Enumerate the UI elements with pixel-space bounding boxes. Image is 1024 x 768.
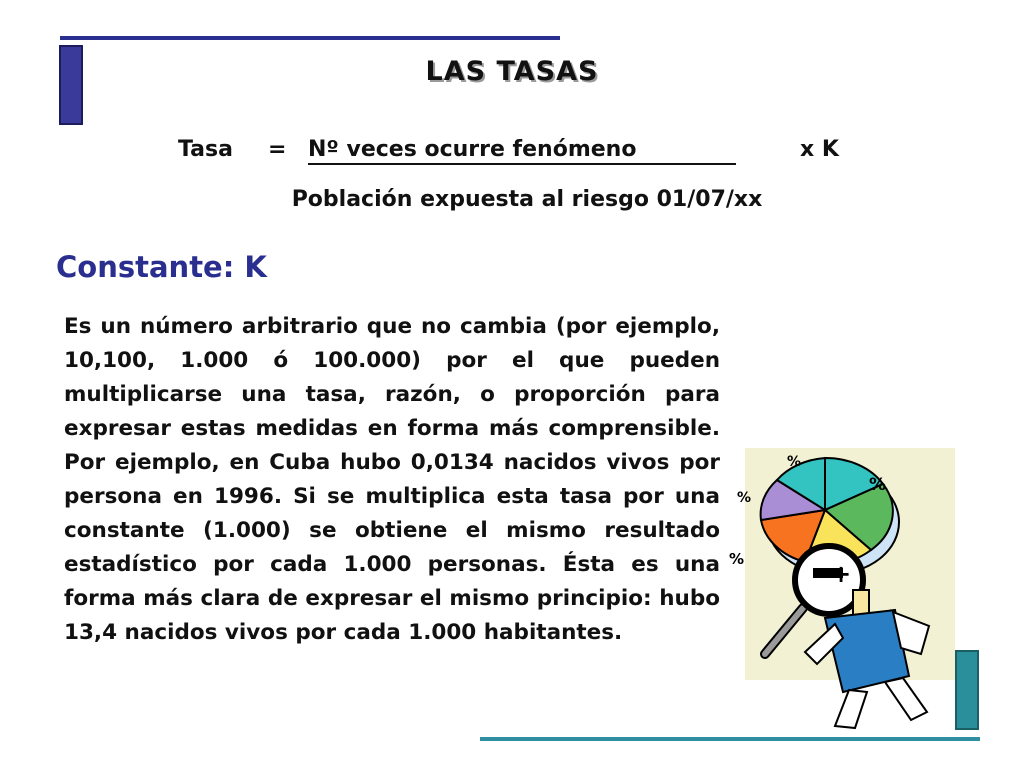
percent-label-1: % — [787, 454, 802, 470]
formula-lhs: Tasa — [178, 137, 233, 162]
slide-title: LAS TASAS — [425, 56, 599, 87]
top-decorative-line — [60, 36, 560, 40]
percent-label-3: % — [737, 490, 752, 506]
formula-multiplier: x K — [800, 137, 839, 162]
percent-label-4: % — [729, 550, 745, 568]
formula-denominator: Población expuesta al riesgo 01/07/xx — [291, 187, 763, 212]
fraction-line — [308, 163, 736, 165]
body-paragraph: Es un número arbitrario que no cambia (por ejemplo, 10,100, 1.000 ó 100.000) por el que pueden multiplicarse una tasa, razón, o proporción para expresar estas medidas en forma más comprensible. Por ejemplo, en Cuba hubo 0,0134 nacidos vivos por persona en 1996. Si se multiplica esta tasa por una constante (1.000) se obtiene el mismo resultado estadístico por cada 1.000 personas. Ésta es una forma más clara de expresar el mismo principio: hubo 13,4 nacidos vivos por cada 1.000 habitantes. — [64, 314, 720, 645]
right-decorative-bar — [955, 650, 979, 730]
percent-label-2: % — [869, 475, 887, 495]
section-subtitle: Constante: K — [56, 250, 267, 284]
formula-numerator: Nº veces ocurre fenómeno — [308, 137, 637, 162]
formula-equals: = — [268, 137, 287, 162]
svg-text:+: + — [831, 560, 852, 588]
statistics-clipart — [725, 440, 960, 730]
bottom-decorative-line — [480, 737, 980, 741]
